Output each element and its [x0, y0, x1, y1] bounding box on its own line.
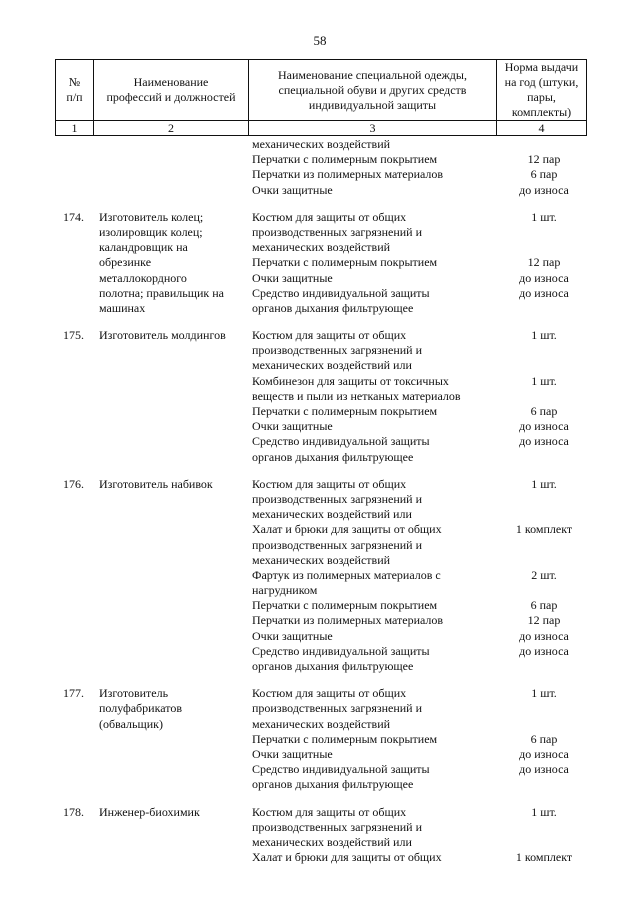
header-number-column — [56, 60, 94, 121]
item-row — [55, 271, 586, 286]
item-name: механических воздействий — [252, 716, 391, 731]
item-quantity: до износа — [519, 628, 569, 643]
profession-entry — [55, 686, 586, 792]
header-norm-column — [497, 60, 587, 121]
item-name: Очки защитные — [252, 419, 333, 434]
item-name: Костюм для защиты от общих — [252, 804, 407, 819]
item-quantity: 1 шт. — [531, 686, 557, 701]
profession-line: Изготовитель колец; — [99, 209, 204, 224]
item-name: органов дыхания фильтрующее — [252, 777, 414, 792]
profession-entry — [55, 210, 586, 316]
item-row — [55, 644, 586, 659]
item-row — [55, 152, 586, 167]
item-name: Перчатки с полимерным покрытием — [252, 404, 438, 418]
profession-line: полуфабрикатов — [99, 701, 182, 716]
item-row — [55, 598, 586, 613]
item-quantity: 1 шт. — [531, 373, 557, 388]
item-quantity: до износа — [519, 746, 569, 761]
profession-line: каландровщик на — [99, 240, 188, 255]
profession-entry — [55, 805, 586, 866]
item-name: механических воздействий или — [252, 358, 412, 373]
profession-line: Изготовитель молдингов — [99, 328, 226, 343]
item-name: Средство индивидуальной защиты — [252, 434, 430, 449]
item-row — [55, 404, 586, 419]
item-name: нагрудником — [252, 583, 318, 598]
item-name: Халат и брюки для защиты от общих — [252, 522, 442, 537]
item-name: Халат и брюки для защиты от общих — [252, 850, 442, 865]
item-name: органов дыхания фильтрующее — [252, 659, 414, 673]
item-row — [55, 553, 586, 568]
item-row — [55, 225, 586, 240]
header-col3-text: Наименование специальной одежды, специальной обуви и других средств индивидуальной защиты — [278, 67, 467, 112]
item-name: Очки защитные — [252, 270, 333, 285]
table-header — [55, 59, 587, 136]
entry-number: 174. — [63, 209, 84, 224]
item-name: Перчатки с полимерным покрытием — [252, 731, 438, 746]
item-row — [55, 301, 586, 316]
item-name: Средство индивидуальной защиты — [252, 762, 430, 777]
item-row — [55, 167, 586, 182]
profession-entry — [55, 328, 586, 465]
item-name: механических воздействий или — [252, 834, 412, 849]
item-name: Перчатки с полимерным покрытием — [252, 152, 438, 167]
item-row — [55, 568, 586, 583]
item-name: Очки защитные — [252, 182, 333, 197]
item-row — [55, 374, 586, 389]
item-name: Костюм для защиты от общих — [252, 476, 407, 491]
header-col2-text: Наименование профессий и должностей — [106, 75, 236, 104]
item-name: механических воздействий — [252, 240, 391, 255]
profession-line: Изготовитель — [99, 686, 169, 701]
item-name: Комбинезон для защиты от токсичных — [252, 373, 449, 388]
item-name: Перчатки из полимерных материалов — [252, 613, 444, 628]
item-name: Перчатки из полимерных материалов — [252, 167, 444, 182]
item-name: Перчатки с полимерным покрытием — [252, 255, 438, 270]
item-row — [55, 732, 586, 747]
item-row — [55, 389, 586, 404]
item-quantity: 1 комплект — [515, 850, 573, 865]
item-quantity: 1 шт. — [531, 209, 557, 224]
item-name: Очки защитные — [252, 746, 333, 761]
item-quantity: до износа — [519, 643, 569, 658]
item-quantity: до износа — [519, 434, 569, 449]
item-row — [55, 137, 586, 152]
entry-number: 175. — [63, 328, 84, 343]
profession-line: (обвальщик) — [99, 716, 163, 731]
entry-number: 176. — [63, 476, 84, 491]
item-name: производственных загрязнений и — [252, 491, 423, 506]
item-row — [55, 492, 586, 507]
header-index-1: 1 — [56, 121, 94, 136]
item-name: Костюм для защиты от общих — [252, 328, 407, 343]
item-row — [55, 240, 586, 255]
entries-list — [55, 210, 586, 866]
item-name: Костюм для защиты от общих — [252, 209, 407, 224]
item-row — [55, 183, 586, 198]
profession-line: изолировщик колец; — [99, 224, 203, 239]
page-number: 58 — [313, 33, 327, 48]
header-profession-column — [94, 60, 249, 121]
item-row — [55, 777, 586, 792]
item-row — [55, 762, 586, 777]
item-name: Перчатки с полимерным покрытием — [252, 598, 438, 613]
item-quantity: до износа — [519, 270, 569, 285]
item-name: производственных загрязнений и — [252, 819, 423, 834]
header-index-4: 4 — [497, 121, 587, 136]
continuation-block — [55, 137, 586, 198]
item-name: Средство индивидуальной защиты — [252, 285, 430, 300]
item-row — [55, 805, 586, 820]
item-name: органов дыхания фильтрующее — [252, 300, 414, 315]
item-quantity: до износа — [519, 419, 569, 434]
item-quantity: 1 шт. — [531, 476, 557, 491]
item-row — [55, 820, 586, 835]
item-row — [55, 701, 586, 716]
entry-number: 177. — [63, 686, 84, 701]
entry-number: 178. — [63, 804, 84, 819]
item-name: органов дыхания фильтрующее — [252, 449, 414, 464]
item-row — [55, 343, 586, 358]
item-quantity: 12 пар — [527, 255, 561, 270]
item-quantity: 6 пар — [530, 404, 558, 418]
item-name: производственных загрязнений и — [252, 701, 423, 716]
item-row — [55, 835, 586, 850]
item-name: производственных загрязнений и — [252, 224, 423, 239]
item-row — [55, 686, 586, 701]
header-col1-text: № п/п — [66, 75, 83, 104]
item-row — [55, 538, 586, 553]
item-row — [55, 629, 586, 644]
item-row — [55, 358, 586, 373]
profession-line: обрезинке — [99, 255, 152, 270]
item-row — [55, 850, 586, 865]
header-index-2: 2 — [94, 121, 249, 136]
item-row — [55, 747, 586, 762]
item-quantity: 6 пар — [530, 731, 558, 746]
header-equipment-column — [249, 60, 497, 121]
item-quantity: 1 шт. — [531, 804, 557, 819]
item-row — [55, 450, 586, 465]
profession-line: Изготовитель набивок — [99, 476, 213, 491]
item-quantity: 12 пар — [527, 613, 561, 628]
item-row — [55, 328, 586, 343]
item-row — [55, 507, 586, 522]
item-row — [55, 583, 586, 598]
item-row — [55, 717, 586, 732]
item-name: производственных загрязнений и — [252, 343, 423, 358]
header-index-3: 3 — [249, 121, 497, 136]
item-row — [55, 286, 586, 301]
item-row — [55, 419, 586, 434]
item-row — [55, 659, 586, 674]
table-body — [55, 137, 586, 865]
header-col4-text: Норма выдачи на год (штуки, пары, комплекты) — [504, 60, 579, 119]
item-row — [55, 477, 586, 492]
item-quantity: 12 пар — [527, 152, 561, 167]
profession-line: машинах — [99, 300, 146, 315]
profession-line: Инженер-биохимик — [99, 804, 200, 819]
item-name: Фартук из полимерных материалов с — [252, 567, 441, 582]
item-name: механических воздействий — [252, 137, 391, 151]
item-quantity: до износа — [519, 285, 569, 300]
item-name: Костюм для защиты от общих — [252, 686, 407, 701]
item-row — [55, 522, 586, 537]
item-row — [55, 255, 586, 270]
item-name: механических воздействий — [252, 552, 391, 567]
item-row — [55, 613, 586, 628]
item-row — [55, 434, 586, 449]
profession-line: металлокордного — [99, 270, 187, 285]
item-name: веществ и пыли из нетканых материалов — [252, 388, 461, 403]
item-quantity: 2 шт. — [531, 567, 557, 582]
item-quantity: 6 пар — [530, 598, 558, 613]
item-quantity: 6 пар — [530, 167, 558, 182]
item-row — [55, 210, 586, 225]
item-name: механических воздействий или — [252, 507, 412, 522]
item-quantity: до износа — [519, 762, 569, 777]
item-quantity: 1 шт. — [531, 328, 557, 343]
profession-line: полотна; правильщик на — [99, 285, 224, 300]
item-quantity: до износа — [519, 182, 569, 197]
item-quantity: 1 комплект — [515, 522, 573, 537]
item-name: Очки защитные — [252, 628, 333, 643]
profession-entry — [55, 477, 586, 674]
item-name: Средство индивидуальной защиты — [252, 643, 430, 658]
item-name: производственных загрязнений и — [252, 537, 423, 552]
